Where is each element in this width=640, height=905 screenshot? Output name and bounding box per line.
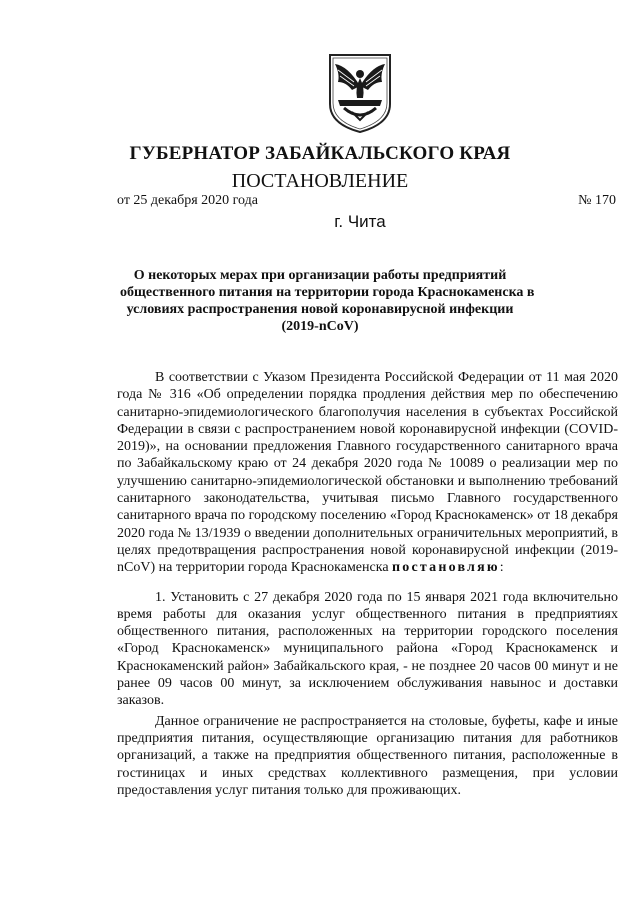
preamble-end: : — [499, 560, 504, 576]
authority-heading: ГУБЕРНАТОР ЗАБАЙКАЛЬСКОГО КРАЯ — [129, 143, 511, 164]
item-1-paragraph: 1. Установить с 27 декабря 2020 года по 15 января 2021 года включительно время работы для оказания услуг общественного питания в предприятиях общественного питания, расположенных на территории городского поселения «Город Краснокаменск» муниципального района «Город Краснокаменск и Краснокаменский район» Забайкальского края, - не позднее 20 часов 00 минут и не ранее 09 часов 00 минут, за исключением обслуживания навынос и доставки заказов. — [117, 589, 618, 709]
coat-of-arms-emblem — [326, 52, 394, 134]
document-title — [120, 267, 535, 335]
title-line: (2019-nCoV) — [281, 319, 359, 334]
preamble-paragraph — [117, 369, 618, 577]
document-city: г. Чита — [334, 212, 386, 231]
document-number: № 170 — [578, 193, 616, 208]
title-line: общественного питания на территории города Краснокаменска в — [120, 285, 535, 300]
document-type: ПОСТАНОВЛЕНИЕ — [231, 170, 409, 192]
resolution-keyword: постановляю — [392, 560, 500, 576]
preamble-text: В соответствии с Указом Президента Российской Федерации от 11 мая 2020 года № 316 «Об определении порядка продления действия мер по обеспечению санитарно-эпидемиологического благополучия населения в субъектах Российской Федерации в связи с распространением новой коронавирусной инфекции (COVID-2019)», на основании предложения Главного государственного санитарного врача по Забайкальскому краю от 24 декабря 2020 года № 10089 о реализации мер по улучшению санитарно-эпидемиологической обстановки и выполнению требований санитарного законодательства, учитывая письмо Главного государственного санитарного врача по городскому поселению «Город Краснокаменск» от 18 декабря 2020 года № 13/1939 о введении дополнительных ограничительных мероприятий, в целях предотвращения распространения новой коронавирусной инфекции (2019-nCoV) на территории города Краснокаменска — [117, 370, 618, 576]
item-1-note-paragraph: Данное ограничение не распространяется на столовые, буфеты, кафе и иные предприятия питания, осуществляющие организацию питания для работников организаций, а также на предприятия общественного питания, расположенные в гостиницах и иных средствах коллективного размещения, при условии предоставления услуг питания только для проживающих. — [117, 713, 618, 798]
title-line: О некоторых мерах при организации работы предприятий — [133, 268, 507, 283]
title-line: условиях распространения новой коронавирусной инфекции — [126, 302, 514, 317]
document-date: от 25 декабря 2020 года — [117, 193, 258, 208]
document-body — [117, 369, 618, 799]
